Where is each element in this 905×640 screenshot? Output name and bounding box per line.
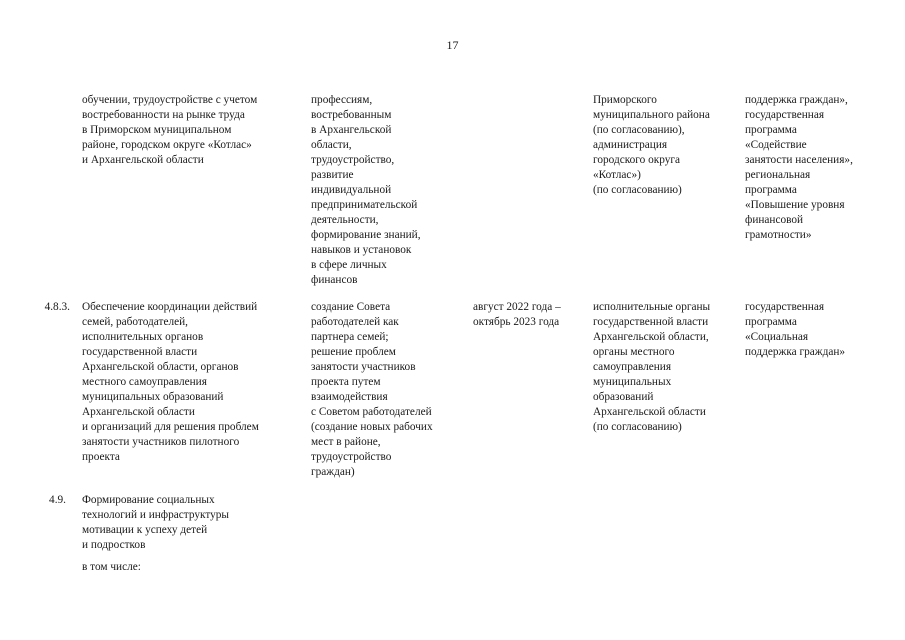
page-number: 17	[446, 38, 459, 52]
row-activity: Обеспечение координации действий семей, работодателей, исполнительных органов государственной власти Архангельской области, органов местного самоуправления муниципальных образований Архангельской области и организаций для решения проблем занятости участников пилотного проекта	[82, 301, 259, 463]
row-result: профессиям, востребованным в Архангельской области, трудоустройство, развитие индивидуальной предпринимательской деятельности, формирование знаний, навыков и установок в сфере личных финансов	[311, 94, 421, 286]
row-program: государственная программа «Социальная поддержка граждан»	[745, 301, 846, 358]
row-executors: Приморского муниципального района (по согласованию), администрация городского округа «Котлас») (по согласованию)	[593, 94, 710, 196]
row-executors: исполнительные органы государственной власти Архангельской области, органы местного самоуправления муниципальных образований Архангельской области (по согласованию)	[593, 301, 711, 433]
row-activity: Формирование социальных технологий и инфраструктуры мотивации к успеху детей и подростков	[82, 494, 230, 551]
row-result: создание Совета работодателей как партнера семей; решение проблем занятости участников проекта путем взаимодействия с Советом работодателей (создание новых рабочих мест в районе, трудоустройство граждан)	[311, 301, 433, 478]
row-activity: обучении, трудоустройстве с учетом востребованности на рынке труда в Приморском муниципальном районе, городском округе «Котлас» и Архангельской области	[82, 94, 258, 166]
row-number: 4.8.3.	[44, 301, 70, 313]
row-program: поддержка граждан», государственная программа «Содействие занятости населения», региональная программа «Повышение уровня финансовой грамотности»	[745, 94, 853, 241]
row-period: август 2022 года – октябрь 2023 года	[473, 301, 561, 328]
row-number: 4.9.	[49, 494, 66, 506]
including-label: в том числе:	[82, 561, 141, 573]
